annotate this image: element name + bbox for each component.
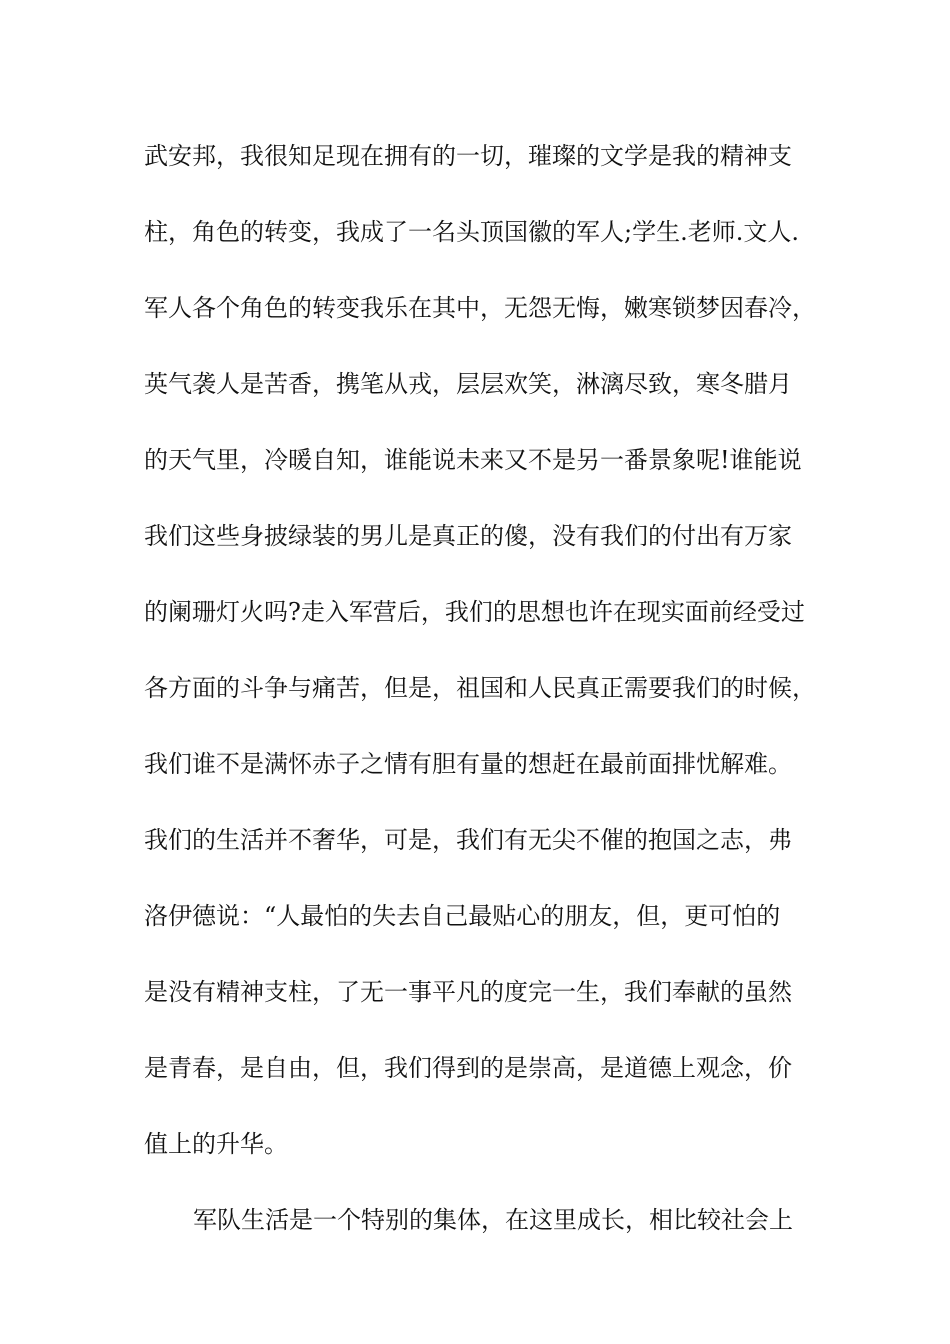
text-line: 军人各个角色的转变我乐在其中，无怨无悔，嫩寒锁梦因春冷， bbox=[144, 294, 816, 322]
text-line: 各方面的斗争与痛苦，但是，祖国和人民真正需要我们的时候， bbox=[144, 674, 816, 702]
text-line-paragraph-start: 军队生活是一个特别的集体，在这里成长，相比较社会上 bbox=[193, 1206, 793, 1234]
text-line: 值上的升华。 bbox=[144, 1130, 288, 1158]
body-text bbox=[144, 132, 834, 1272]
text-line: 英气袭人是苦香，携笔从戎，层层欢笑，淋漓尽致，寒冬腊月 bbox=[144, 370, 792, 398]
text-line: 柱，角色的转变，我成了一名头顶国徽的军人;学生.老师.文人. bbox=[144, 218, 799, 246]
text-line: 洛伊德说：“人最怕的失去自己最贴心的朋友，但，更可怕的 bbox=[144, 902, 781, 930]
text-line: 的天气里，冷暖自知，谁能说未来又不是另一番景象呢!谁能说 bbox=[144, 446, 802, 474]
text-line: 我们的生活并不奢华，可是，我们有无尖不催的抱国之志，弗 bbox=[144, 826, 792, 854]
text-line: 的阑珊灯火吗?走入军营后，我们的思想也许在现实面前经受过 bbox=[144, 598, 805, 626]
text-line: 我们谁不是满怀赤子之情有胆有量的想赶在最前面排忧解难。 bbox=[144, 750, 792, 778]
text-line: 是没有精神支柱，了无一事平凡的度完一生，我们奉献的虽然 bbox=[144, 978, 792, 1006]
text-line: 我们这些身披绿装的男儿是真正的傻，没有我们的付出有万家 bbox=[144, 522, 792, 550]
text-line: 武安邦，我很知足现在拥有的一切，璀璨的文学是我的精神支 bbox=[144, 142, 792, 170]
text-line: 是青春，是自由，但，我们得到的是崇高，是道德上观念，价 bbox=[144, 1054, 792, 1082]
